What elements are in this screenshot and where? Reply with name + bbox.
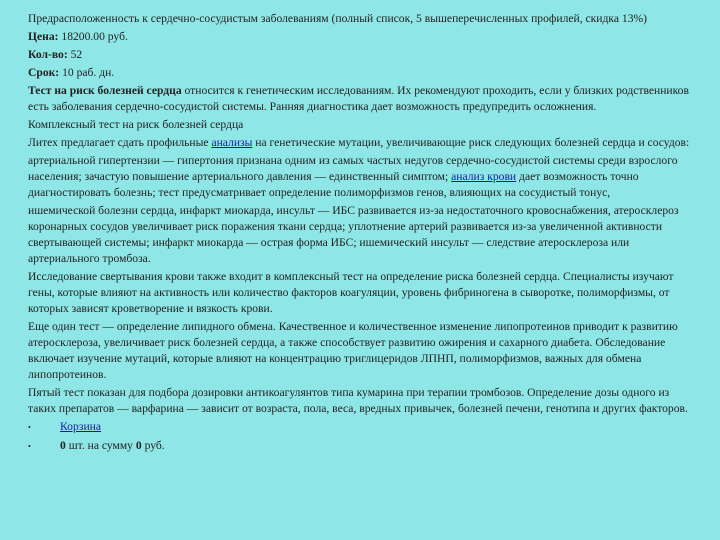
intro-bold: Тест на риск болезней сердца <box>28 84 182 97</box>
list-item <box>28 438 700 455</box>
product-description <box>28 11 700 457</box>
hypertension-text-after: дает возможность точно диагностировать болезнь; тест предусматривает определение полиморфизмов генов, влияющих на сосудистый тонус, <box>28 170 639 199</box>
coagulation-paragraph: Исследование свертывания крови также входит в комплексный тест на определение риска болезней сердца. Специалисты изучают гены, которые влияют на активность или количество факторов коагуляции, уровень фибриногена в сыворотке, полиморфизмы, от которых зависят кроветворение и вязкость крови. <box>28 270 674 315</box>
price-label: Цена: <box>28 30 59 43</box>
quantity-value: 52 <box>67 48 83 61</box>
intro-paragraph <box>28 83 700 115</box>
litex-text-before: Литех предлагает сдать профильные <box>28 136 212 149</box>
cart-count: 0 <box>60 439 66 452</box>
price-row <box>28 29 700 45</box>
analyses-link[interactable]: анализы <box>211 136 253 149</box>
cart-sum-unit: руб. <box>141 439 165 452</box>
list-item <box>28 419 700 436</box>
hypertension-paragraph <box>28 153 700 201</box>
quantity-label: Кол-во: <box>28 48 68 61</box>
product-title: Предрасположенность к сердечно-сосудистым заболеваниям (полный список, 5 вышеперечисленных профилей, скидка 13%) <box>28 12 648 25</box>
cart-count-unit: шт. на сумму <box>65 439 136 452</box>
litex-paragraph <box>28 135 700 151</box>
litex-text-after: на генетические мутации, увеличивающие риск следующих болезней сердца и сосудов: <box>252 136 690 149</box>
complex-test-title: Комплексный тест на риск болезней сердца <box>28 118 244 131</box>
term-label: Срок: <box>28 66 60 79</box>
cart-summary-list <box>28 419 700 455</box>
term-row <box>28 65 700 81</box>
bullet-icon: • <box>28 442 31 451</box>
quantity-row <box>28 47 700 63</box>
cart-sum: 0 <box>135 439 142 452</box>
term-value: 10 раб. дн. <box>59 66 115 79</box>
ischemic-paragraph: ишемической болезни сердца, инфаркт миокарда, инсульт — ИБС развивается из-за недостаточного кровоснабжения, атеросклероз коронарных сосудов увеличивает риск поражения ткани сердца; уплотнение артерий развивается из-за увеличенной активности свертывающей системы; инфаркт миокарда — острая форма ИБС; ишемический инсульт — следствие атеросклероза или артериального тромбоза. <box>28 204 679 265</box>
hypertension-text-before: артериальной гипертензии — гипертония признана одним из самых частых недугов сердечно-сосудистой системы среди взрослого населения; зачастую повышение артериального давления — единственный симптом; <box>28 154 678 183</box>
lipid-paragraph: Еще один тест — определение липидного обмена. Качественное и количественное изменение липопротеинов приводит к развитию атеросклероза, увеличивает риск болезней сердца, а также способствует развитию ожирения и сахарного диабета. Обследование включает изучение мутаций, которые влияют на концентрацию триглицеридов ЛПНП, полиморфизмов, важных для обмена липопротеинов. <box>28 320 678 381</box>
blood-test-link[interactable]: анализ крови <box>451 170 517 183</box>
bullet-icon: • <box>28 423 31 432</box>
fifth-test-paragraph: Пятый тест показан для подбора дозировки антикоагулянтов типа кумарина при терапии тромбозов. Определение дозы одного из таких препаратов — варфарина — зависит от возраста, пола, веса, вредных привычек, болезней печени, генотипа и других факторов. <box>28 386 688 415</box>
intro-text: относится к генетическим исследованиям. Их рекомендуют проходить, если у близких родственников есть заболевания сердечно-сосудистой системы. Ранняя диагностика дает возможность предупредить осложнения. <box>28 84 689 113</box>
price-value: 18200.00 руб. <box>58 30 128 43</box>
cart-link[interactable]: Корзина <box>60 420 102 433</box>
